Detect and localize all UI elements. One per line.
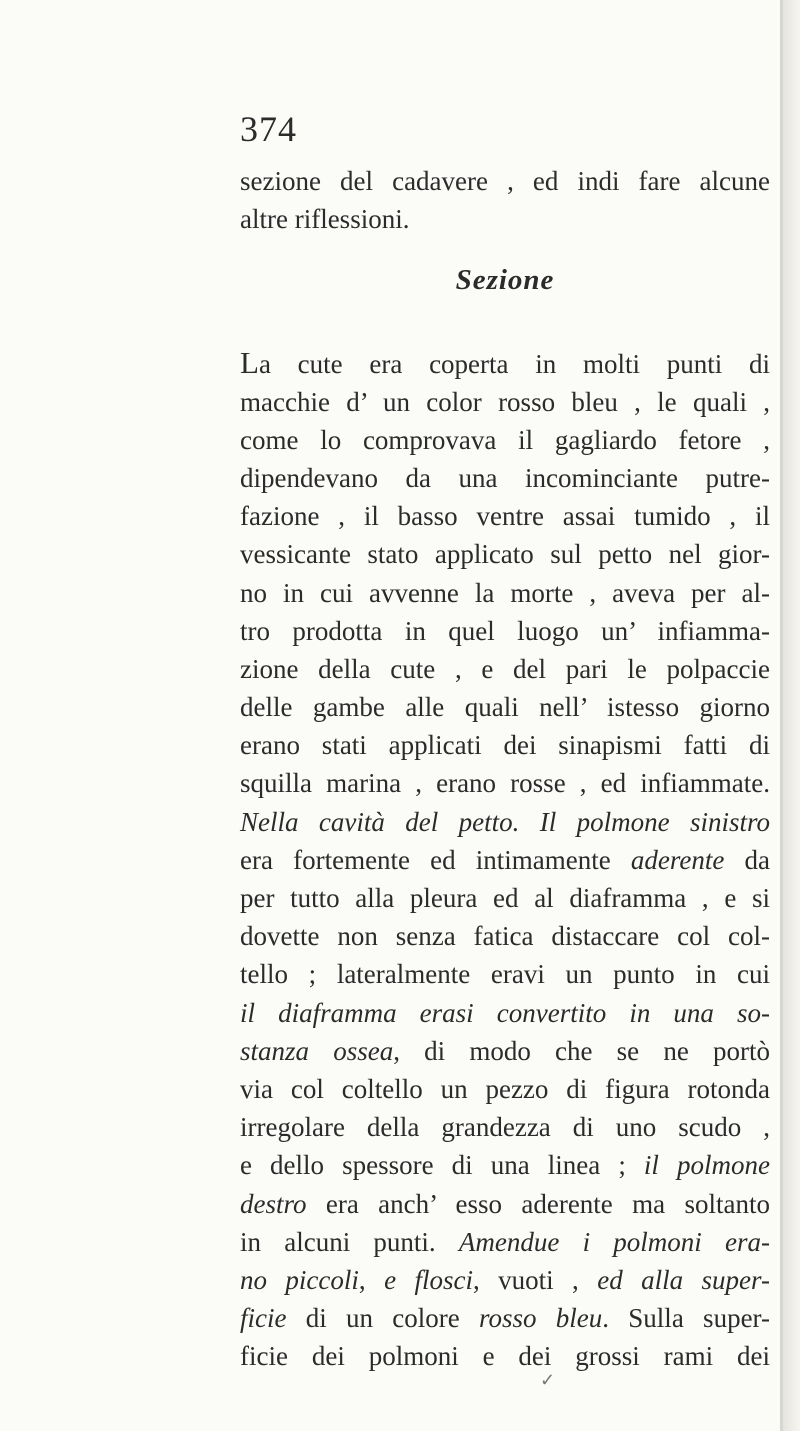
text-line: dipendevano da una incominciante putre- bbox=[240, 462, 770, 493]
text-run: da bbox=[724, 844, 770, 875]
text-line: Nella cavità del petto. Il polmone sinistro bbox=[240, 806, 770, 837]
text-line: dovette non senza fatica distaccare col col- bbox=[240, 921, 770, 952]
italic-run: il polmone bbox=[643, 1150, 770, 1181]
initial-letter: L bbox=[240, 345, 259, 381]
text-line bbox=[240, 1223, 770, 1261]
text-line: macchie d’ un color rosso bleu , le quali , bbox=[240, 386, 770, 417]
italic-run: rosso bleu bbox=[479, 1303, 603, 1334]
text-line: sezione del cadavere , ed indi fare alcune bbox=[240, 166, 770, 196]
italic-run: ficie bbox=[240, 1303, 287, 1334]
text-run: . Sulla super- bbox=[602, 1303, 770, 1334]
text-line: come lo comprovava il gagliardo fetore , bbox=[240, 424, 770, 455]
text-line: vessicante stato applicato sul petto nel gior- bbox=[240, 539, 770, 570]
page-number: 374 bbox=[240, 109, 297, 149]
text-line bbox=[240, 841, 770, 879]
text-line bbox=[240, 1261, 770, 1299]
text-line: tro prodotta in quel luogo un’ infiamma- bbox=[240, 615, 770, 646]
text-run: e dello spessore di una linea ; bbox=[240, 1150, 644, 1181]
text-line: ficie dei polmoni e dei grossi rami dei bbox=[240, 1341, 770, 1372]
text-line bbox=[240, 344, 770, 382]
text-line: zione della cute , e del pari le polpaccie bbox=[240, 653, 770, 684]
pencil-mark: ✓ bbox=[540, 1370, 556, 1390]
italic-run: stanza ossea bbox=[240, 1035, 394, 1066]
text-run: , vuoti , bbox=[472, 1264, 598, 1295]
italic-run: destro bbox=[240, 1188, 307, 1219]
text-run: , bbox=[358, 1264, 385, 1295]
text-line bbox=[240, 1032, 770, 1070]
section-heading: Sezione bbox=[455, 264, 555, 297]
text-line: delle gambe alle quali nell’ istesso giorno bbox=[240, 692, 770, 723]
gutter-shadow bbox=[783, 0, 800, 1431]
text-line: erano stati applicati dei sinapismi fatti di bbox=[240, 730, 770, 761]
text-line: altre riflessioni. bbox=[240, 204, 410, 235]
text-run: , di modo che se ne portò bbox=[393, 1035, 770, 1066]
text-run: di un colore bbox=[286, 1303, 479, 1334]
section-heading-block bbox=[240, 238, 770, 344]
page-text bbox=[240, 162, 770, 1375]
text-line bbox=[240, 1146, 770, 1184]
italic-run: Amendue i polmoni era- bbox=[458, 1226, 770, 1257]
italic-run: e flosci bbox=[384, 1264, 473, 1295]
text-line: squilla marina , erano rosse , ed infiammate. bbox=[240, 768, 770, 799]
text-line: il diaframma erasi convertito in una so- bbox=[240, 997, 770, 1028]
italic-run: aderente bbox=[630, 844, 725, 875]
text-line: via col coltello un pezzo di figura rotonda bbox=[240, 1073, 770, 1104]
text-line: irregolare della grandezza di uno scudo , bbox=[240, 1112, 770, 1143]
text-line bbox=[240, 1299, 770, 1337]
italic-run: ed alla super- bbox=[597, 1264, 771, 1295]
text-line: tello ; lateralmente eravi un punto in cui bbox=[240, 959, 770, 990]
italic-run: no piccoli bbox=[240, 1264, 359, 1295]
text-run: era anch’ esso aderente ma soltanto bbox=[306, 1188, 770, 1219]
text-line: no in cui avvenne la morte , aveva per al- bbox=[240, 577, 770, 608]
text-line bbox=[240, 1185, 770, 1223]
text-line: fazione , il basso ventre assai tumido , il bbox=[240, 501, 770, 532]
text-run: era fortemente ed intimamente bbox=[240, 844, 631, 875]
text-run: in alcuni punti. bbox=[240, 1226, 459, 1257]
text-line: per tutto alla pleura ed al diaframma , e si bbox=[240, 883, 770, 913]
text-run: a cute era coperta in molti punti di bbox=[258, 349, 770, 380]
